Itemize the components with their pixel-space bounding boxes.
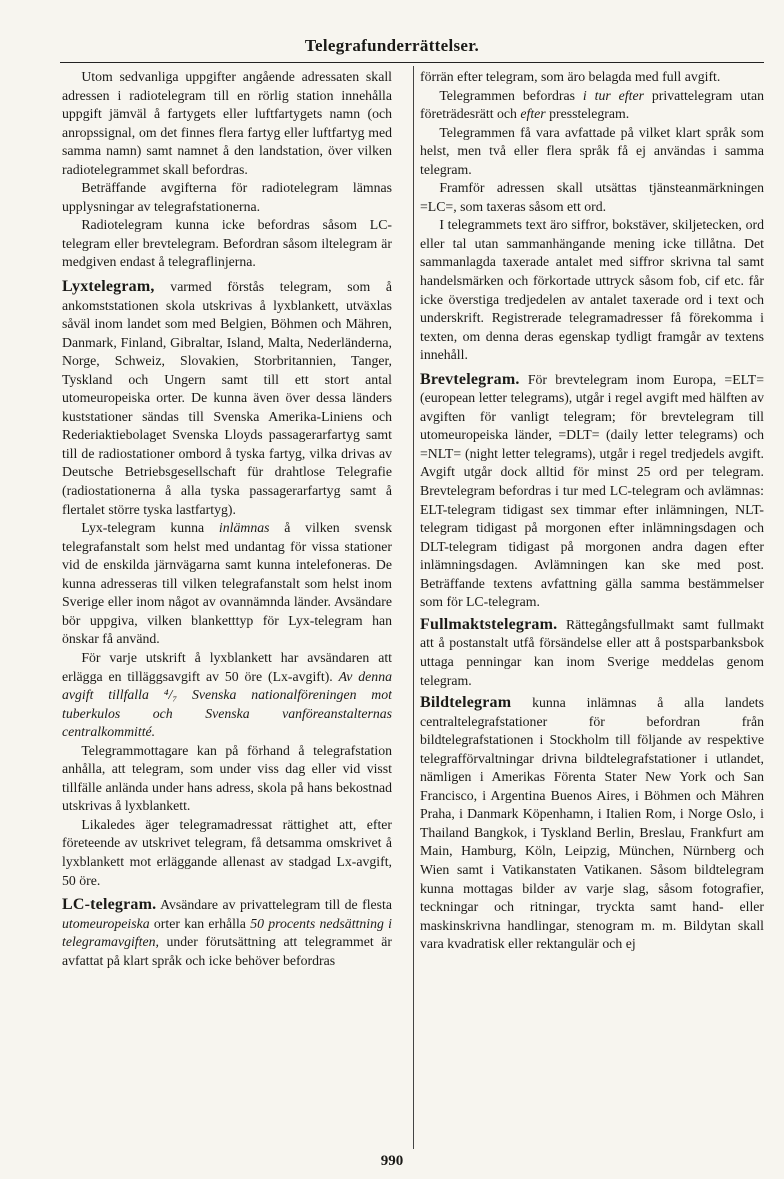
section-heading-brevtelegram: Brevtelegram. xyxy=(420,370,520,388)
section-text-lyxtelegram: varmed förstås telegram, som å ankomststationen skola utskrivas å lyxblankett, utväxlas såväl inom landet som med Belgien, Böhmen och Mähren, Danmark, Finland, Gibraltar, Island, Malta, Nederländerna, Norge, Schweiz, Slovakien, Storbritannien, Tanger, Tyskland och Ungern samt till ett stort antal utomeuropeiska orter. De kunna även över dessa länders kuststationer sändas till Svenska Amerika-Liniens och Rederiaktiebolaget Svenska Lloyds passagerarfartyg samt till de radiostationer ombord å tyska fartyg, vilka drivas av Deutsche Betriebsgesellschaft für drahtlose Telegrafie (radiostationerna å alla tyska passagerarfartyg samt å flertalet större tyska lastfartyg). xyxy=(62,279,392,517)
text-span: orter kan erhålla xyxy=(149,915,251,931)
running-header: Telegrafunderrättelser. xyxy=(304,36,480,55)
paragraph-lc-text-rules: I telegrammets text äro siffror, bokstäver, skiljetecken, ord eller tal utan sammanhängande mening icke tillåtna. Det sammanlagda taxerade antalet med siffror skrivna tal samt handelsmärken och förkortade uttryck såsom fob, cif etc. får icke överstiga tredjedelen av antalet taxerade ord i text och underskrift. Registrerade telegramadresser få förekomma i texten, om denna deras egenskap tydligt framgår av textens innehåll. xyxy=(420,217,764,363)
paragraph-lyx-omskrivning: Likaledes äger telegramadressat rättighet att, efter företeende av utskrivet telegram, få detsamma omskrivet å lyxblankett mot erläggande allenast av stadgad Lx-avgift, 50 öre. xyxy=(62,816,392,888)
paragraph-lc-marking: Framför adressen skall utsättas tjänsteanmärkningen =LC=, som taxeras såsom ett ord. xyxy=(420,180,764,214)
text-span: å vilken svensk telegrafanstalt som helst med undantag för vissa stationer vid de enskilda järnvägarna samt kunna intelefoneras. De kunna adresseras till vilken telegrafanstalt som helst inom Sverige eller inom något av ovannämnda länder. Avsändare bör uppgiva, vilken blanketttyp för Lyx-telegram han önskar få använd. xyxy=(62,520,392,647)
left-column xyxy=(62,68,392,1148)
text-span: Lyx-telegram kunna xyxy=(81,520,219,536)
section-fullmaktstelegram xyxy=(420,616,764,690)
page-number: 990 xyxy=(380,1153,404,1169)
italic-span: inlämnas xyxy=(218,520,270,536)
text-span: under förutsättning att telegrammet är avfattat på klart språk och icke behöver befordras xyxy=(62,934,392,968)
paragraph-lc-language: Telegrammen få vara avfattade på vilket klart språk som helst, men två eller flera språk få ej användas i samma telegram. xyxy=(420,124,764,177)
section-brevtelegram xyxy=(420,371,764,612)
section-text-brevtelegram: För brevtelegram inom Europa, =ELT= (european letter telegrams), utgår i regel avgift med hälften av avgiften för vanligt telegram; för brevtelegram till utomeuropeiska länder, =DLT= (daily letter telegrams) och =NLT= (night letter telegrams), utgår i regel tredjedels avgift. Avgift utgår dock alltid för minst 25 ord per telegram. Brevtelegram befordras i tur med LC-telegram och avlämnas: ELT-telegram tidigast sex timmar efter inlämningen, NLT-telegram tidigast på morgonen efter inlämningsdagen och DLT-telegram tidigast på morgonen andra dagen efter inlämningsdagen. Avlämningen kan ske med post. Beträffande textens avfattning gälla samma bestämmelser som för LC-telegram. xyxy=(420,371,764,610)
section-lc-telegram xyxy=(62,896,392,970)
italic-span: efter xyxy=(520,106,546,122)
text-span: privattelegram utan företrädesrätt och xyxy=(420,87,764,122)
section-heading-bildtelegram: Bildtelegram xyxy=(420,694,512,712)
italic-span: i tur efter xyxy=(582,87,644,103)
italic-span: utomeuropeiska xyxy=(62,915,150,931)
paragraph-radio-fees: Beträffande avgifterna för radiotelegram lämnas upplysningar av telegrafstationerna. xyxy=(62,180,392,214)
section-heading-lyxtelegram: Lyxtelegram, xyxy=(62,278,155,296)
text-span: För varje utskrift å lyxblankett har avsändaren att erlägga en tilläggsavgift av 50 öre (Lx-avgift). xyxy=(62,649,392,684)
text-span: Telegrammen befordras xyxy=(439,87,583,103)
column-divider xyxy=(413,66,414,1149)
paragraph-lyx-mottagare: Telegrammottagare kan på förhand å telegrafstation anhålla, att telegram, som under viss dag eller vid visst tillfälle anlända under hans adress, skola på hans bekostnad utskrivas å lyxblankett. xyxy=(62,742,392,814)
paragraph-lc-order xyxy=(420,87,764,124)
paragraph-radio-restrictions: Radiotelegram kunna icke befordras såsom LC-telegram eller brevtelegram. Befordran såsom iltelegram är medgiven endast å telegraflinjerna. xyxy=(62,217,392,270)
paragraph-lc-continued: förrän efter telegram, som äro belagda med full avgift. xyxy=(420,69,721,84)
paragraph-radio-address: Utom sedvanliga uppgifter angående adressaten skall adressen i radiotelegram till en rörlig station innehålla uppgift jämväl å fartygets eller luftfartygets namn (och anropssignal, om det finnes flera fartyg eller luftfartyg med samma namn) samt namnet å den landstation, över vilken radiotelegrammet skall befordras. xyxy=(62,69,392,177)
text-span: presstelegram. xyxy=(545,106,630,122)
header-rule xyxy=(60,62,764,63)
paragraph-lyx-inlamning xyxy=(62,519,392,649)
section-heading-lc-telegram: LC-telegram. xyxy=(62,896,157,914)
section-text-bildtelegram: kunna inlämnas å alla landets centraltelegrafstationer för befordran från bildtelegrafstationen i Stockholm till följande av respektive telegrafförvaltningar drivna bildtelegrafstationer i utlandet, nämligen i Amerikas Förenta Stater New York och San Francisco, i Argentina Buenos Aires, i Böhmen och Mähren Praha, i Danmark Köpenhamn, i Italien Rom, i Norge Oslo, i Thailand Bangkok, i Tyskland Berlin, Breslau, Frankfurt am Main, Hamburg, Köln, Leipzig, München, Nürnberg och Wien samt i Vatikanstaten Vatikanen. Såsom bildtelegram kunna mottagas bilder av varje slag, såsom fotografier, teckningar och ritningar, tryckta samt hand- eller maskinskrivna handlingar, stenogram m. m. Bildytan skall vara kvadratisk eller rektangulär och ej xyxy=(420,695,764,952)
italic-span: 50 procents nedsättning i telegramavgiften, xyxy=(62,915,392,950)
text-span: Avsändare av privattelegram till de flesta xyxy=(156,897,392,913)
section-heading-fullmaktstelegram: Fullmaktstelegram. xyxy=(420,615,558,633)
italic-span: Av denna avgift tillfalla ⁴/₇ Svenska nationalföreningen mot tuberkulos och Svenska vanföreanstalternas centralkommitté. xyxy=(62,668,392,740)
section-text-fullmaktstelegram: Rättegångsfullmakt samt fullmakt att å postanstalt utfå försändelse eller att å postsparbanksbok uttaga penningar kan inom Sverige meddelas genom telegram. xyxy=(420,616,764,688)
paragraph-lyx-avgift xyxy=(62,649,392,742)
section-bildtelegram xyxy=(420,694,764,954)
right-column xyxy=(420,68,764,1148)
section-lyxtelegram xyxy=(62,278,392,519)
